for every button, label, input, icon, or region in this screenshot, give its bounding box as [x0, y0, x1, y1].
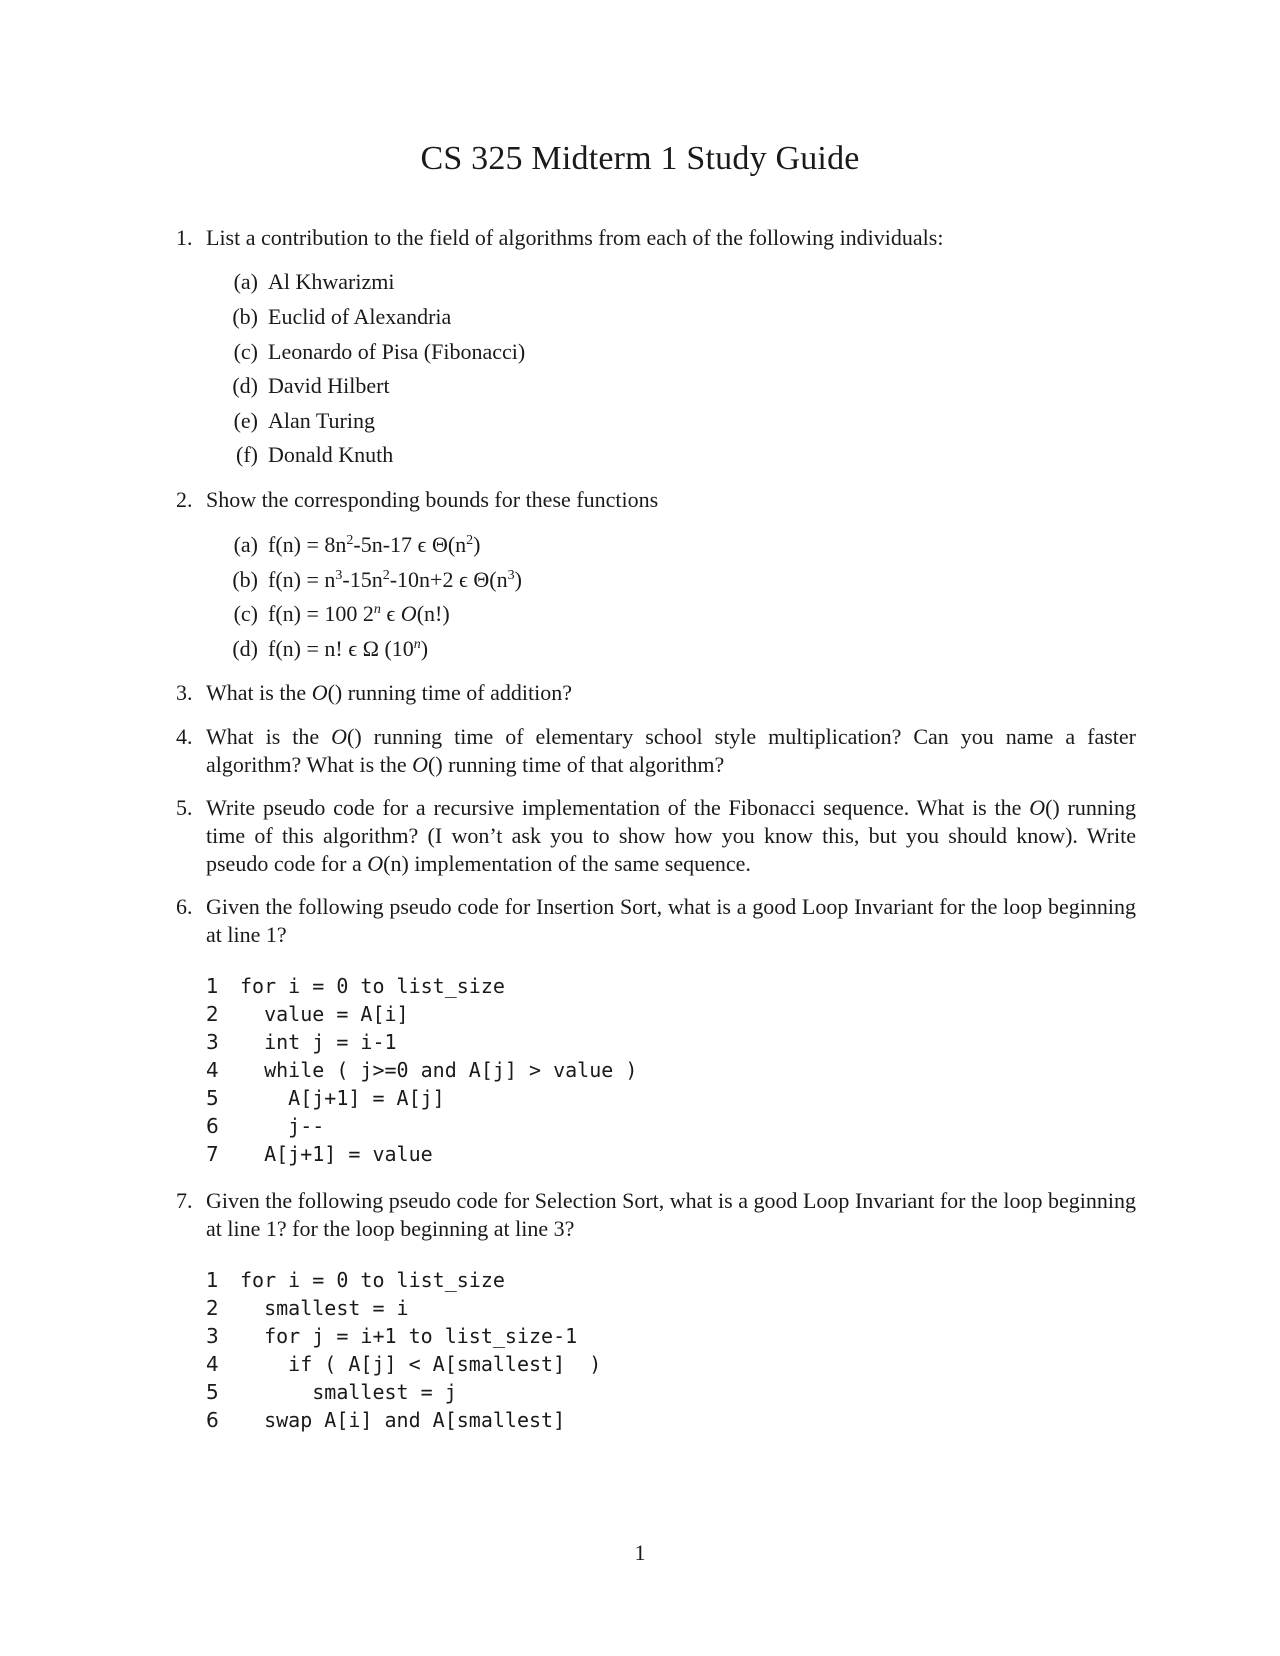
question-number: 6. [176, 894, 193, 919]
code-line: 2 smallest = i [206, 1296, 409, 1320]
question-5 [176, 794, 1136, 878]
page-number: 1 [634, 1540, 646, 1565]
code-block-insertion-sort [206, 972, 637, 1168]
list-item: (a) $f(n) = 8n^2-5n-17$ ϵ $\Theta(n^2)$ [233, 532, 481, 557]
question-number: 7. [176, 1188, 193, 1213]
code-line: 3 for j = i+1 to list_size-1 [206, 1324, 578, 1348]
question-7 [176, 1187, 1136, 1243]
question-text: Show the corresponding bounds for these functions [206, 487, 659, 512]
question-text: What is the O() running time of addition? [206, 680, 572, 705]
code-line: 5 smallest = j [206, 1380, 457, 1404]
code-line: 4 if ( A[j] < A[smallest] ) [206, 1352, 602, 1376]
list-item: (c) f(n) = 100 2$^n$ ϵ O(n!) [233, 601, 450, 626]
list-item: (a) Al Khwarizmi [233, 269, 395, 294]
question-text: List a contribution to the field of algorithms from each of the following individuals: [206, 225, 944, 250]
question-number: 2. [176, 487, 193, 512]
code-line: 2 value = A[i] [206, 1002, 409, 1026]
question-number: 4. [176, 724, 193, 749]
question-text: What is the O() running time of elementary school style multiplication? Can you name a faster algorithm? What is the O() running time of that algorithm? [206, 724, 1136, 777]
code-line: 1 for i = 0 to list_size [206, 1268, 505, 1292]
list-item: (d) David Hilbert [232, 373, 390, 398]
list-item: (c) Leonardo of Pisa (Fibonacci) [233, 339, 526, 364]
code-line: 4 while ( j>=0 and A[j] > value ) [206, 1058, 638, 1082]
question-text: Given the following pseudo code for Selection Sort, what is a good Loop Invariant for the loop beginning at line 1? for the loop beginning at line 3? [206, 1188, 1136, 1241]
page-title: CS 325 Midterm 1 Study Guide [420, 140, 860, 177]
code-line: 5 A[j+1] = A[j] [206, 1086, 445, 1110]
question-number: 1. [176, 225, 193, 250]
question-text: Write pseudo code for a recursive implementation of the Fibonacci sequence. What is the O() running time of this algorithm? (I won’t ask you to show how you know this, but you should know). Write pseudo code for a O(n) implementation of the same sequence. [206, 795, 1136, 876]
list-item: (b) Euclid of Alexandria [232, 304, 452, 329]
code-line: 6 j-- [206, 1114, 325, 1138]
code-line: 3 int j = i-1 [206, 1030, 397, 1054]
question-text: Given the following pseudo code for Insertion Sort, what is a good Loop Invariant for the loop beginning at line 1? [206, 894, 1136, 947]
question-3 [176, 679, 1136, 707]
code-line: 7 A[j+1] = value [206, 1142, 433, 1166]
code-line: 1 for i = 0 to list_size [206, 974, 505, 998]
list-item: (b) $f(n) = n^3-15n^2-10n+2$ ϵ $\Theta(n^3)$ [232, 567, 522, 592]
question-number: 5. [176, 795, 193, 820]
question-2 [176, 486, 1136, 514]
code-line: 6 swap A[i] and A[smallest] [206, 1408, 566, 1432]
list-item: (e) Alan Turing [233, 408, 375, 433]
list-item: (d) f(n) = n! ϵ Ω (10$^n$) [232, 636, 429, 661]
list-item: (f) Donald Knuth [236, 442, 394, 467]
question-1 [176, 224, 1136, 252]
code-block-selection-sort [206, 1266, 601, 1434]
question-number: 3. [176, 680, 193, 705]
question-4 [176, 723, 1136, 779]
question-6 [176, 893, 1136, 949]
